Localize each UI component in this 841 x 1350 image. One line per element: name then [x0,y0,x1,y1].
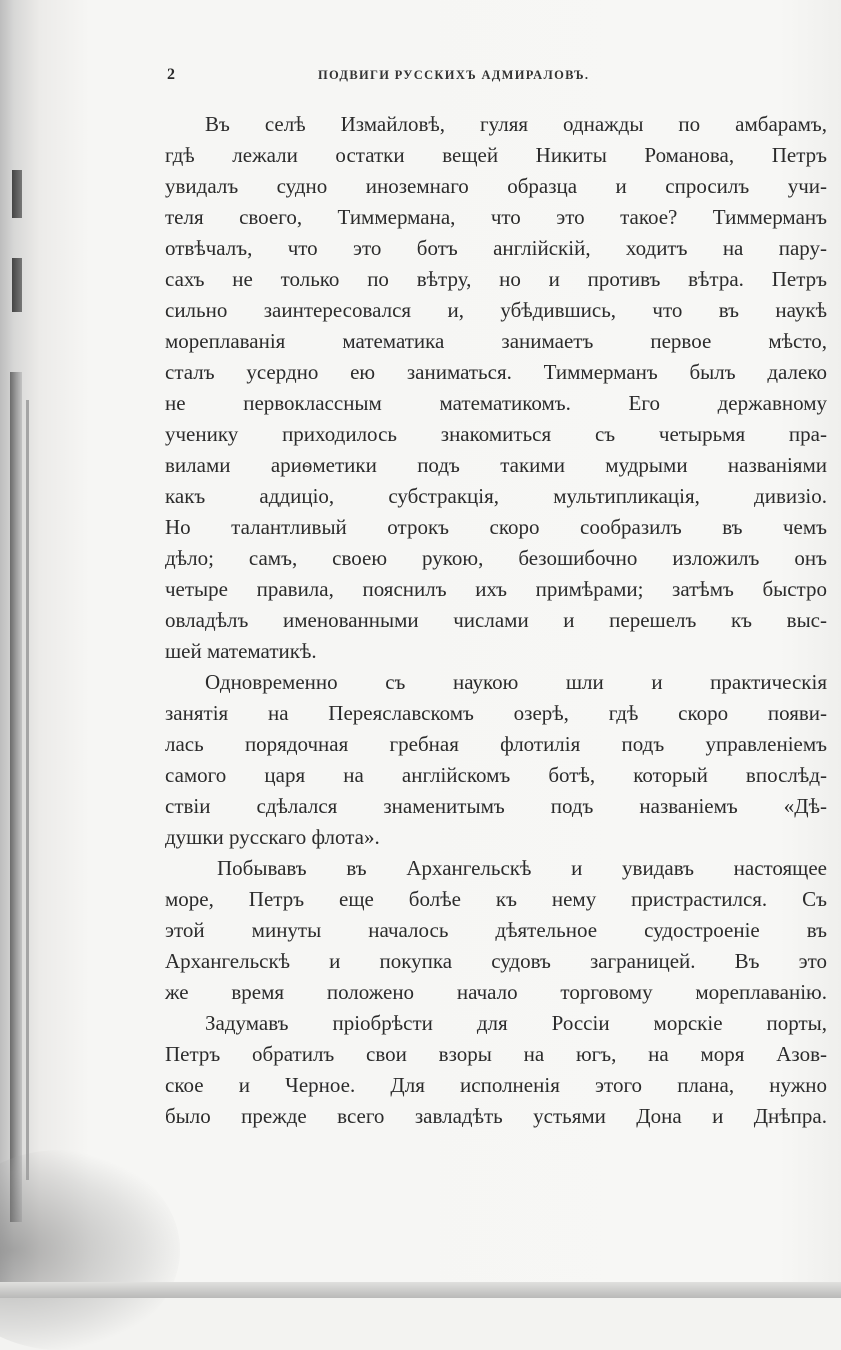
text-line: теля своего, Тиммермана, что это такое? Тиммерманъ [165,205,827,229]
binding-mark [10,372,22,1222]
text-line: душки русскаго флота». [165,825,380,849]
text-line: сильно заинтересовался и, убѣдившись, что въ наукѣ [165,298,827,322]
text-line: Задумавъ пріобрѣсти для Россіи морскіе порты, [205,1011,827,1035]
text-line: море, Петръ еще болѣе къ нему пристрастился. Съ [165,887,827,911]
text-line: Но талантливый отрокъ скоро сообразилъ въ чемъ [165,515,827,539]
text-line: Побывавъ въ Архангельскѣ и увидавъ настоящее [217,856,827,880]
text-line: отвѣчалъ, что это ботъ англійскій, ходитъ на пару- [165,236,827,260]
page-bottom-edge [0,1282,841,1298]
text-line: этой минуты началось дѣятельное судостроеніе въ [165,918,827,942]
text-line: четыре правила, пояснилъ ихъ примѣрами; затѣмъ быстро [165,577,827,601]
text-line: было прежде всего завладѣть устьями Дона и Днѣпра. [165,1104,827,1128]
text-line: шей математикѣ. [165,639,317,663]
binding-mark [12,258,22,312]
text-line: Архангельскѣ и покупка судовъ заграницей. Въ это [165,949,827,973]
text-line: лась порядочная гребная флотилія подъ управленіемъ [165,732,827,756]
text-line: ствіи сдѣлался знаменитымъ подъ названіемъ «Дѣ- [165,794,827,818]
text-line: Въ селѣ Измайловѣ, гуляя однажды по амбарамъ, [205,112,827,136]
text-line: же время положено начало торговому мореплаванію. [165,980,827,1004]
text-line: мореплаванія математика занимаетъ первое мѣсто, [165,329,827,353]
running-title: ПОДВИГИ РУССКИХЪ АДМИРАЛОВЪ. [318,68,590,82]
text-line: не первоклассным математикомъ. Его державному [165,391,827,415]
text-line: дѣло; самъ, своею рукою, безошибочно изложилъ онъ [165,546,827,570]
text-line: гдѣ лежали остатки вещей Никиты Романова, Петръ [165,143,827,167]
binding-mark [12,170,22,218]
text-line: ское и Черное. Для исполненія этого плана, нужно [165,1073,827,1097]
text-line: сталъ усердно ею заниматься. Тиммерманъ былъ далеко [165,360,827,384]
text-line: сахъ не только по вѣтру, но и противъ вѣтра. Петръ [165,267,827,291]
text-line: овладѣлъ именованными числами и перешелъ къ выс- [165,608,827,632]
page-number: 2 [167,66,175,83]
text-line: вилами ариѳметики подъ такими мудрыми названіями [165,453,827,477]
text-line: Одновременно съ наукою шли и практическія [205,670,827,694]
running-head [0,66,841,86]
binding-mark [26,400,29,1180]
text-line: занятія на Переяславскомъ озерѣ, гдѣ скоро появи- [165,701,827,725]
text-line: какъ аддиціо, субстракція, мультипликація, дивизіо. [165,484,827,508]
body-text [165,109,827,1132]
text-line: ученику приходилось знакомиться съ четырьмя пра- [165,422,827,446]
text-line: увидалъ судно иноземнаго образца и спросилъ учи- [165,174,827,198]
text-line: самого царя на англійскомъ ботѣ, который впослѣд- [165,763,827,787]
text-line: Петръ обратилъ свои взоры на югъ, на моря Азов- [165,1042,827,1066]
